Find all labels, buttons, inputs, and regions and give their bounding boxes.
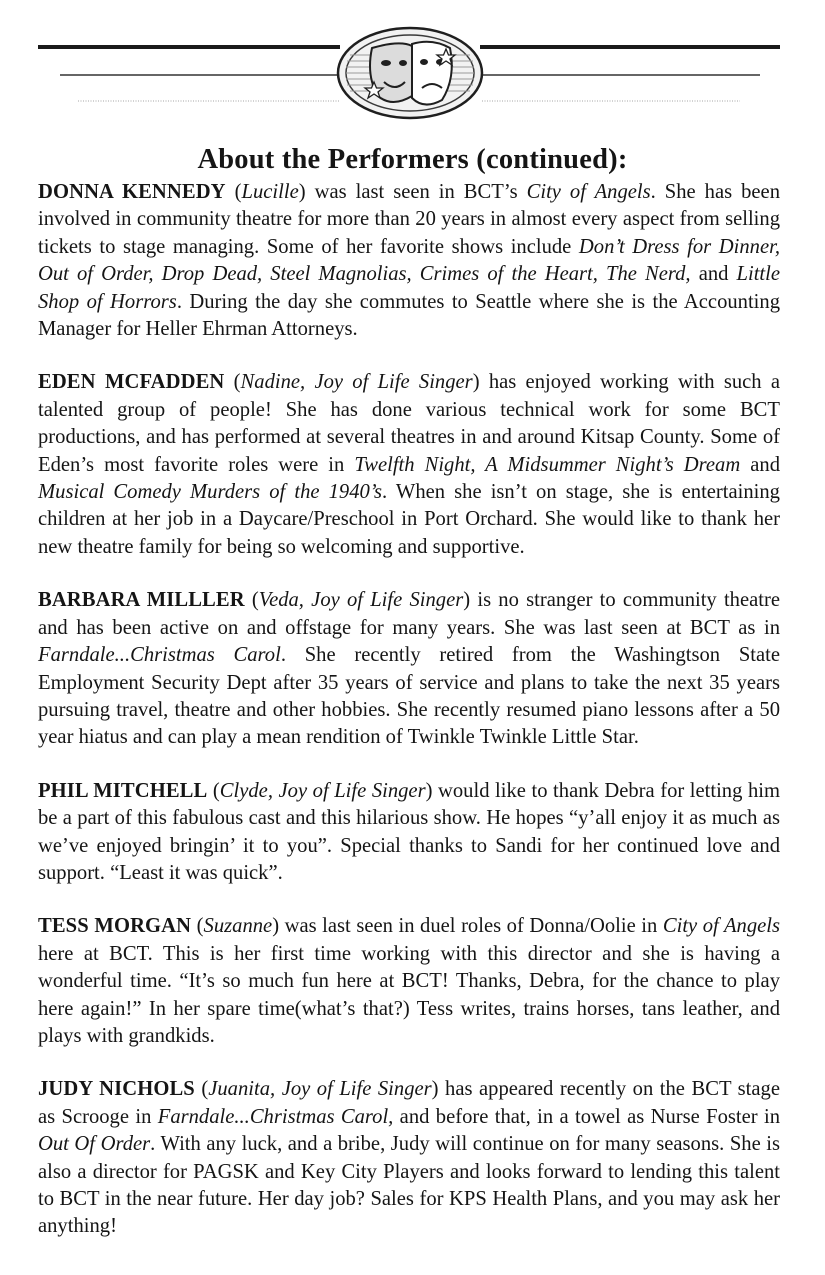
- performer-bio: [38, 1076, 780, 1240]
- performer-bios: [38, 179, 780, 1267]
- performer-name: EDEN MCFADDEN: [38, 371, 225, 394]
- italic-text-run: Clyde, Joy of Life Singer: [219, 779, 426, 802]
- text-run: ) would like to thank Debra for letting him be a part of this fabulous cast and this hilarious show. He hopes “y’all enjoy it as much as we’ve enjoyed bringin’ it to you”. Special thanks to Sandi for her continued love and support. “Least it was quick”.: [38, 779, 780, 884]
- italic-text-run: City of Angels: [526, 181, 651, 203]
- text-run: ) is no stranger to community theatre and has been active on and offstage for many years. She was last seen at BCT as in: [38, 589, 780, 639]
- text-run: . When she isn’t on stage, she is entertaining children at her job in a Daycare/Preschool in Port Orchard. She would like to thank her new theatre family for being so welcoming and supportive.: [38, 481, 780, 558]
- text-run: ) has enjoyed working with such a talented group of people! She has done various technical work for some BCT productions, and has performed at several theatres in and around Kitsap County. Some of Eden’s most favorite roles were in: [38, 371, 780, 476]
- theatre-masks-emblem-icon: [338, 28, 482, 118]
- text-run: (: [225, 181, 242, 203]
- performer-name: JUDY NICHOLS: [38, 1078, 195, 1101]
- italic-text-run: Suzanne: [203, 915, 273, 938]
- italic-text-run: Out Of Order: [38, 1133, 151, 1156]
- performer-bio: [38, 913, 780, 1050]
- performer-name: TESS MORGAN: [38, 915, 192, 938]
- header-ornament: [0, 0, 825, 140]
- italic-text-run: Little Shop of Horrors: [38, 263, 781, 313]
- text-run: (: [224, 371, 241, 394]
- text-run: ) has appeared recently on the BCT stage as Scrooge in: [38, 1078, 780, 1128]
- right-rules: [480, 45, 780, 101]
- performer-name: PHIL MITCHELL: [38, 779, 208, 802]
- text-run: and: [690, 263, 737, 286]
- text-run: (: [191, 915, 204, 938]
- italic-text-run: Don’t Dress for Dinner, Out of Order, Drop Dead, Steel Magnolias, Crimes of the Heart, The Nerd,: [38, 235, 780, 286]
- performer-bio: [38, 179, 780, 343]
- text-run: here at BCT. This is her first time working with this director and she is having a wonderful time. “It’s so much fun here at BCT! Thanks, Debra, for the chance to play here again!” In her spare time(what’s that?) Tess writes, trains horses, tans leather, and plays with grandkids.: [38, 942, 780, 1047]
- italic-text-run: Twelfth Night, A Midsummer Night’s Dream: [354, 453, 741, 476]
- performer-bio: [38, 369, 780, 561]
- text-run: . She recently retired from the Washingtson State Employment Security Dept after 35 years of service and plans to take the next 35 years pursuing travel, theatre and other hobbies. She recently resumed piano lessons after a 50 year hiatus and can play a mean rendition of Twinkle Twinkle Little Star.: [38, 644, 780, 749]
- performer-bio: [38, 587, 780, 751]
- text-run: (: [207, 779, 220, 802]
- text-run: . During the day she commutes to Seattle where she is the Accounting Manager for Heller Ehrman Attorneys.: [38, 290, 781, 341]
- text-run: ) was last seen in BCT’s: [298, 181, 527, 203]
- italic-text-run: Nadine, Joy of Life Singer: [240, 371, 473, 394]
- italic-text-run: Farndale...Christmas Carol,: [157, 1105, 394, 1128]
- text-run: (: [194, 1078, 209, 1101]
- text-run: and: [740, 453, 780, 476]
- italic-text-run: Musical Comedy Murders of the 1940’s: [38, 481, 383, 504]
- page-title: About the Performers (continued):: [197, 144, 628, 175]
- italic-text-run: Lucille: [241, 181, 299, 203]
- performer-bio: [38, 778, 780, 888]
- italic-text-run: Juanita, Joy of Life Singer: [208, 1078, 432, 1101]
- performer-name: DONNA KENNEDY: [38, 181, 226, 203]
- italic-text-run: City of Angels: [662, 915, 780, 938]
- text-run: . With any luck, and a bribe, Judy will continue on for many seasons. She is also a director for PAGSK and Key City Players and looks forward to lending this talent to BCT in the near future. Her day job? Sales for KPS Health Plans, and you may ask her anything!: [38, 1133, 781, 1238]
- italic-text-run: Veda, Joy of Life Singer: [258, 589, 464, 612]
- text-run: . She has been involved in community theatre for more than 20 years in almost every aspect from selling tickets to stage managing. Some of her favorite shows include: [38, 181, 780, 258]
- left-rules: [38, 45, 340, 101]
- text-run: ) was last seen in duel roles of Donna/Oolie in: [272, 915, 663, 938]
- text-run: and before that, in a towel as Nurse Foster in: [393, 1105, 781, 1128]
- performer-name: BARBARA MILLLER: [38, 589, 245, 612]
- text-run: (: [244, 589, 259, 612]
- italic-text-run: Farndale...Christmas Carol: [38, 644, 281, 667]
